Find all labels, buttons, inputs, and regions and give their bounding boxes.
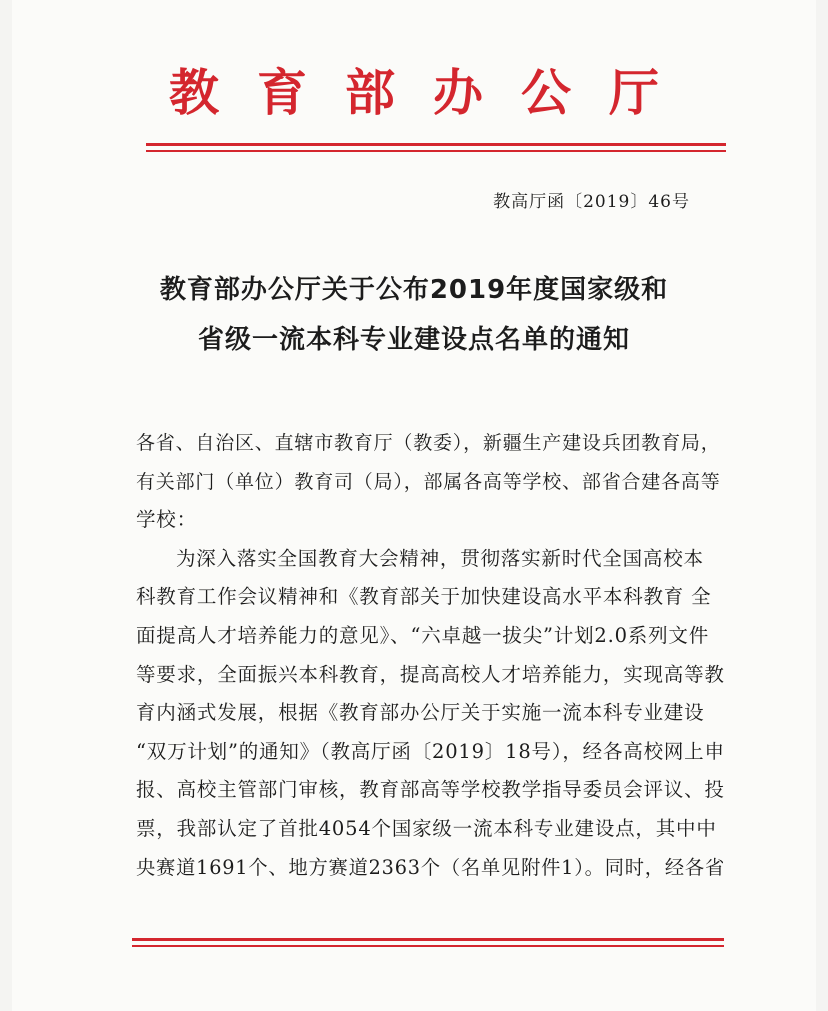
body-line: 有关部门（单位）教育司（局），部属各高等学校、部省合建各高等 — [136, 470, 721, 493]
issuing-office-header: 教育部办公厅 — [169, 63, 697, 122]
document-number: 教高厅函〔2019〕46号 — [493, 192, 690, 212]
body-line: 报、高校主管部门审核，教育部高等学校教学指导委员会评议、投 — [136, 778, 725, 802]
body-line: 票，我部认定了首批4054个国家级一流本科专业建设点，其中中 — [136, 816, 717, 840]
footer-red-rule-bottom — [132, 945, 724, 947]
body-line: 等要求，全面振兴本科教育，提高高校人才培养能力，实现高等教 — [136, 662, 725, 686]
body-line: 央赛道1691个、地方赛道2363个（名单见附件1）。同时，经各省 — [136, 855, 725, 879]
document-title-line-2: 省级一流本科专业建设点名单的通知 — [197, 325, 630, 355]
body-line: 科教育工作会议精神和《教育部关于加快建设高水平本科教育 全 — [136, 585, 712, 609]
document-page — [12, 0, 816, 1011]
body-line: “双万计划”的通知》（教高厅函〔2019〕18号），经各高校网上申 — [136, 739, 725, 763]
body-line: 育内涵式发展，根据《教育部办公厅关于实施一流本科专业建设 — [136, 701, 705, 725]
body-line: 学校： — [136, 508, 197, 532]
header-red-rule-bottom — [146, 150, 726, 152]
body-line: 为深入落实全国教育大会精神，贯彻落实新时代全国高校本 — [176, 546, 704, 570]
document-body — [136, 424, 726, 887]
document-title-line-1: 教育部办公厅关于公布2019年度国家级和 — [159, 275, 669, 305]
body-line: 各省、自治区、直辖市教育厅（教委），新疆生产建设兵团教育局， — [136, 432, 721, 454]
header-red-rule-top — [146, 143, 726, 146]
footer-red-rule-top — [132, 938, 724, 941]
body-line: 面提高人才培养能力的意见》、“六卓越一拔尖”计划2.0系列文件 — [136, 623, 709, 647]
